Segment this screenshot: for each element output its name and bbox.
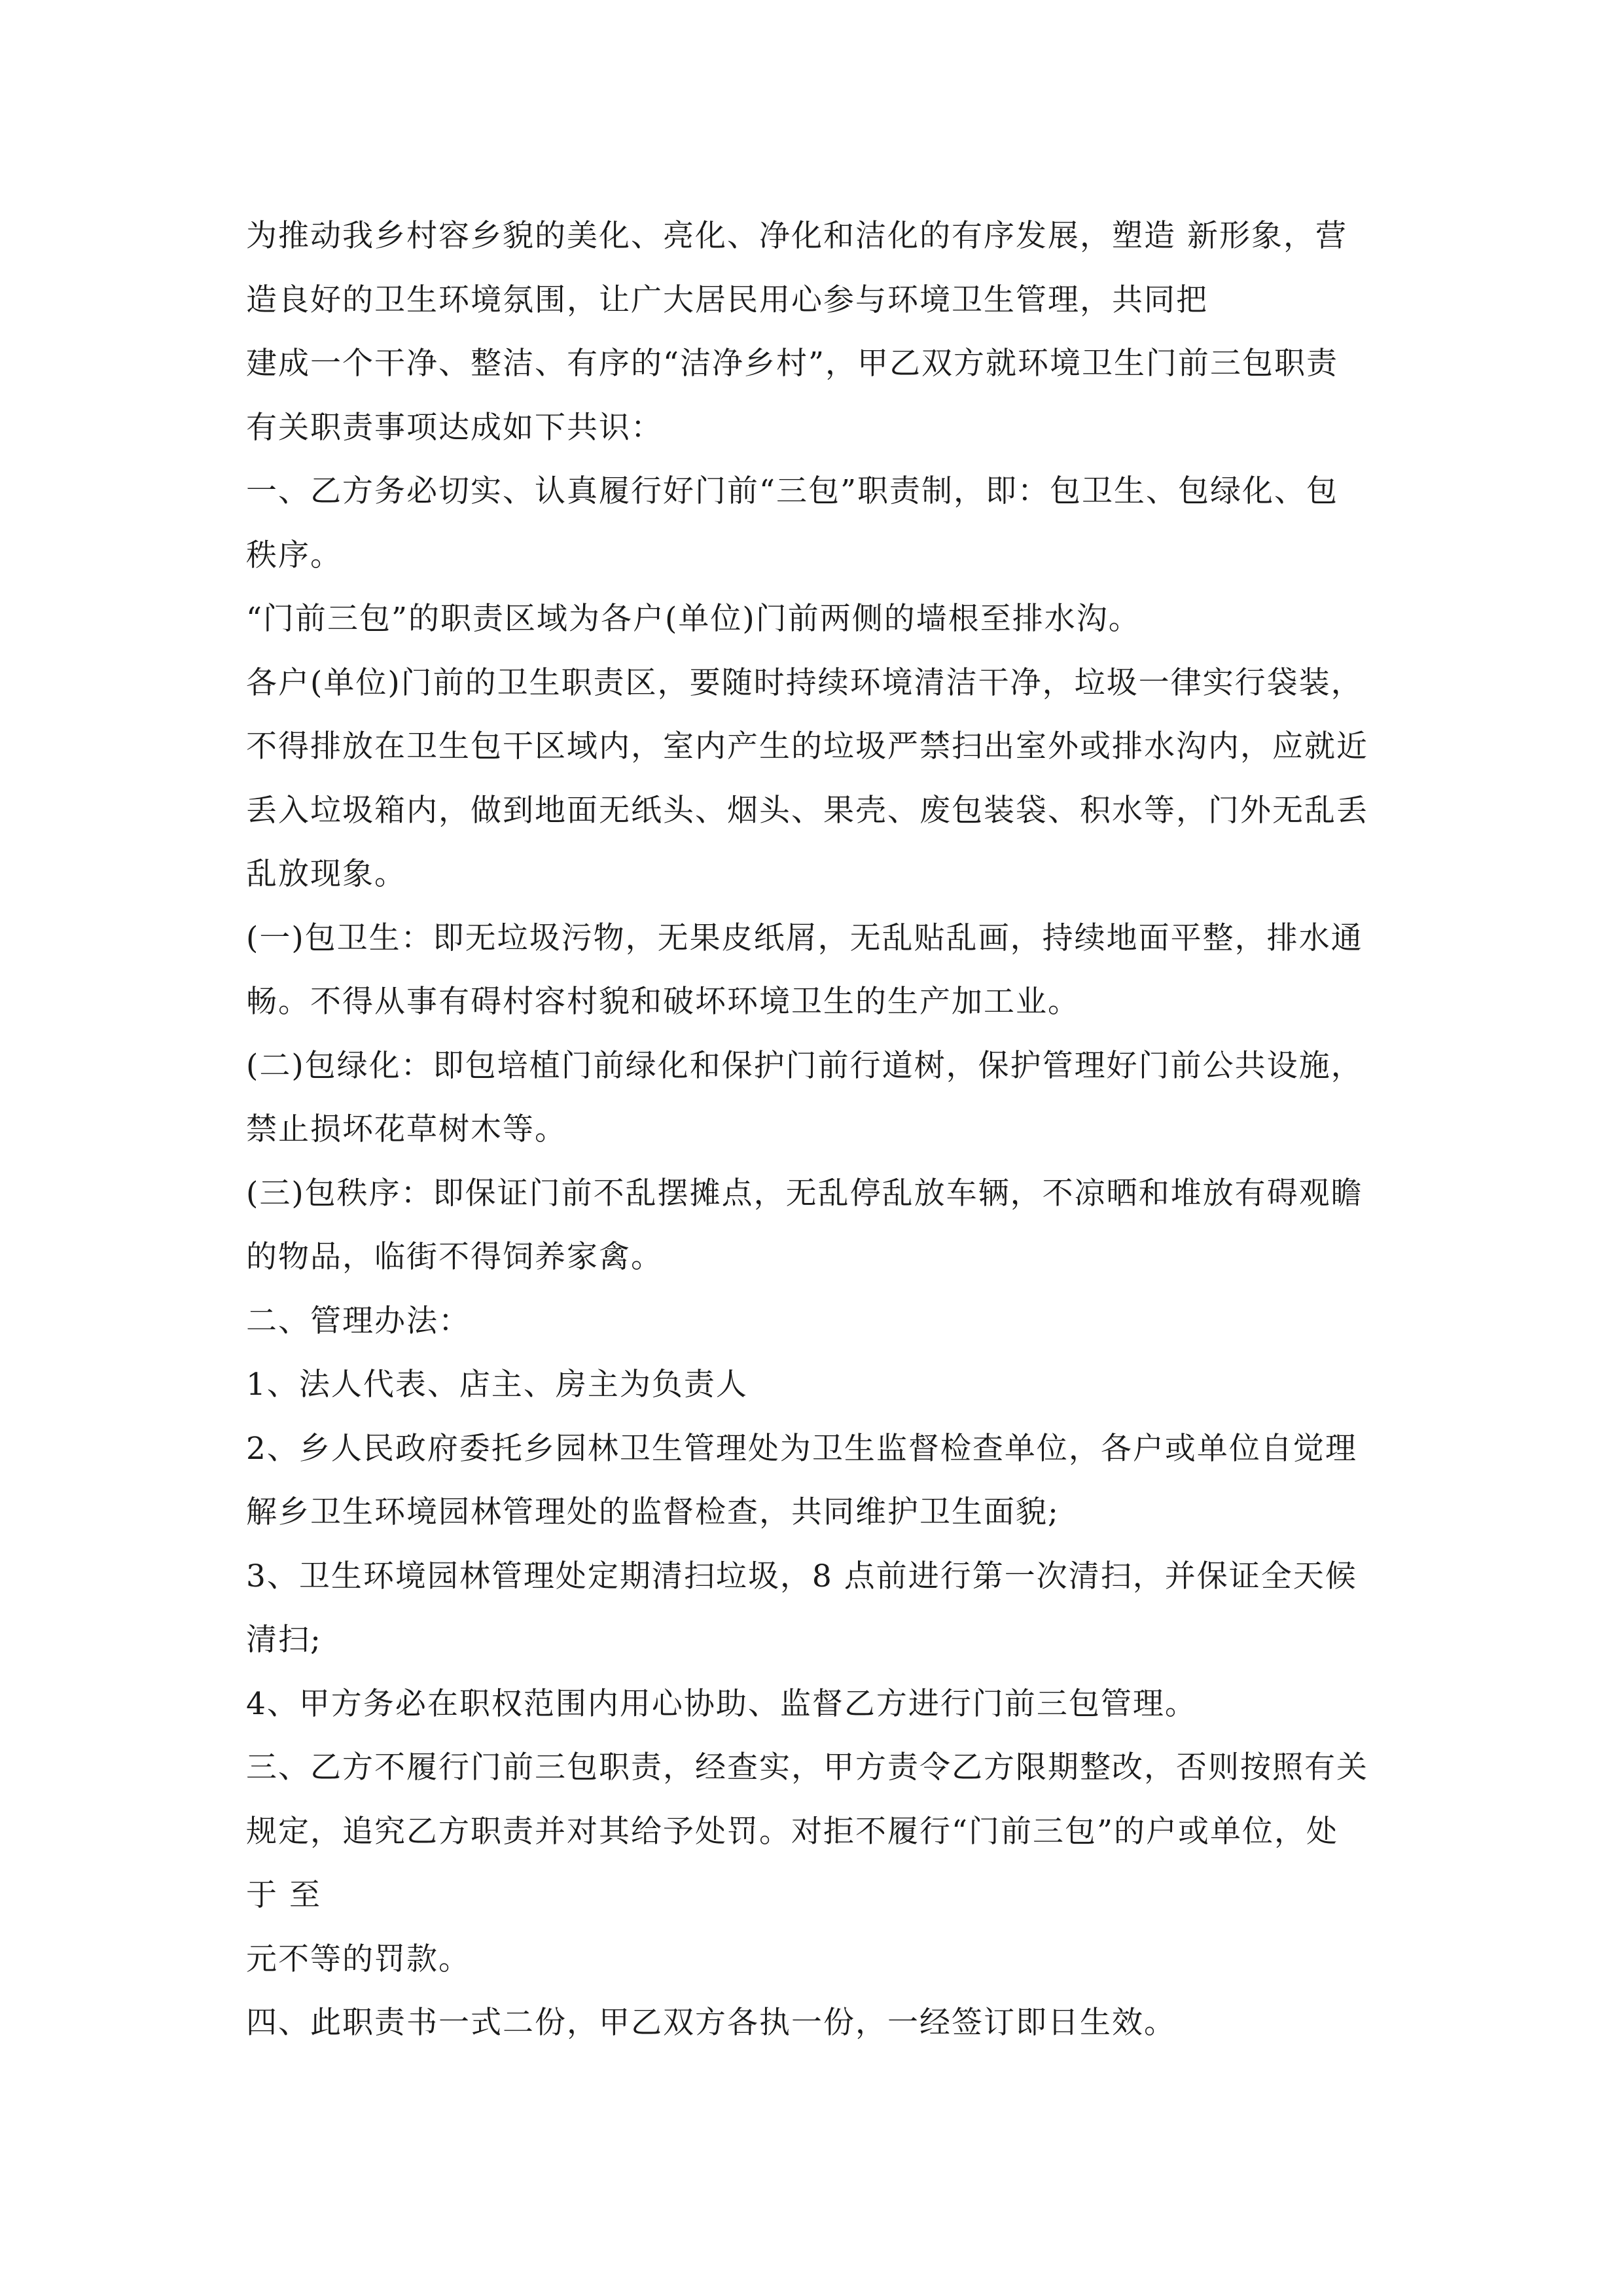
text-line: 丢入垃圾箱内，做到地面无纸头、烟头、果壳、废包装袋、积水等，门外无乱丢 xyxy=(246,792,1368,829)
text-line: 禁止损坏花草树木等。 xyxy=(246,1111,567,1147)
text-line: 有关职责事项达成如下共识： xyxy=(246,409,663,446)
text-line: “门前三包”的职责区域为各户(单位)门前两侧的墙根至排水沟。 xyxy=(246,601,1141,637)
section-heading-four: 四、此职责书一式二份，甲乙双方各执一份，一经签订即日生效。 xyxy=(246,2005,1176,2041)
text-line: 元不等的罚款。 xyxy=(246,1941,471,1977)
text-line: 于 至 xyxy=(246,1877,321,1913)
list-item-4: 4、甲方务必在职权范围内用心协助、监督乙方进行门前三包管理。 xyxy=(246,1685,1197,1722)
text-line: 清扫; xyxy=(246,1622,322,1658)
section-heading-one: 一、乙方务必切实、认真履行好门前“三包”职责制，即：包卫生、包绿化、包 xyxy=(246,473,1339,509)
text-line: 不得排放在卫生包干区域内，室内产生的垃圾严禁扫出室外或排水沟内，应就近 xyxy=(246,728,1368,764)
list-item-2: 2、乡人民政府委托乡园林卫生管理处为卫生监督检查单位，各户或单位自觉理 xyxy=(246,1430,1357,1467)
subsection-sanitation: (一)包卫生：即无垃圾污物，无果皮纸屑，无乱贴乱画，持续地面平整，排水通 xyxy=(246,920,1363,956)
subsection-greening: (二)包绿化：即包培植门前绿化和保护门前行道树，保护管理好门前公共设施， xyxy=(246,1047,1363,1084)
text-line: 秩序。 xyxy=(246,537,342,573)
section-heading-three: 三、乙方不履行门前三包职责，经查实，甲方责令乙方限期整改，否则按照有关 xyxy=(246,1749,1368,1785)
text-line: 造良好的卫生环境氛围，让广大居民用心参与环境卫生管理，共同把 xyxy=(246,281,1208,318)
subsection-order: (三)包秩序：即保证门前不乱摆摊点，无乱停乱放车辆，不凉晒和堆放有碍观瞻 xyxy=(246,1175,1363,1211)
text-line: 的物品，临街不得饲养家禽。 xyxy=(246,1239,663,1275)
text-line: 各户(单位)门前的卫生职责区，要随时持续环境清洁干净，垃圾一律实行袋装， xyxy=(246,664,1363,701)
text-line: 为推动我乡村容乡貌的美化、亮化、净化和洁化的有序发展，塑造 新形象，营 xyxy=(246,218,1347,254)
text-line: 建成一个干净、整洁、有序的“洁净乡村”，甲乙双方就环境卫生门前三包职责 xyxy=(246,346,1339,382)
document-body xyxy=(246,204,1385,2055)
list-item-1: 1、法人代表、店主、房主为负责人 xyxy=(246,1367,748,1403)
text-line: 规定，追究乙方职责并对其给予处罚。对拒不履行“门前三包”的户或单位，处 xyxy=(246,1813,1339,1850)
section-heading-two: 二、管理办法： xyxy=(246,1302,471,1339)
list-item-3: 3、卫生环境园林管理处定期清扫垃圾，8 点前进行第一次清扫，并保证全天候 xyxy=(246,1558,1357,1594)
text-line: 解乡卫生环境园林管理处的监督检查，共同维护卫生面貌; xyxy=(246,1494,1060,1530)
text-line: 乱放现象。 xyxy=(246,856,406,892)
text-line: 畅。不得从事有碍村容村貌和破坏环境卫生的生产加工业。 xyxy=(246,984,1080,1020)
